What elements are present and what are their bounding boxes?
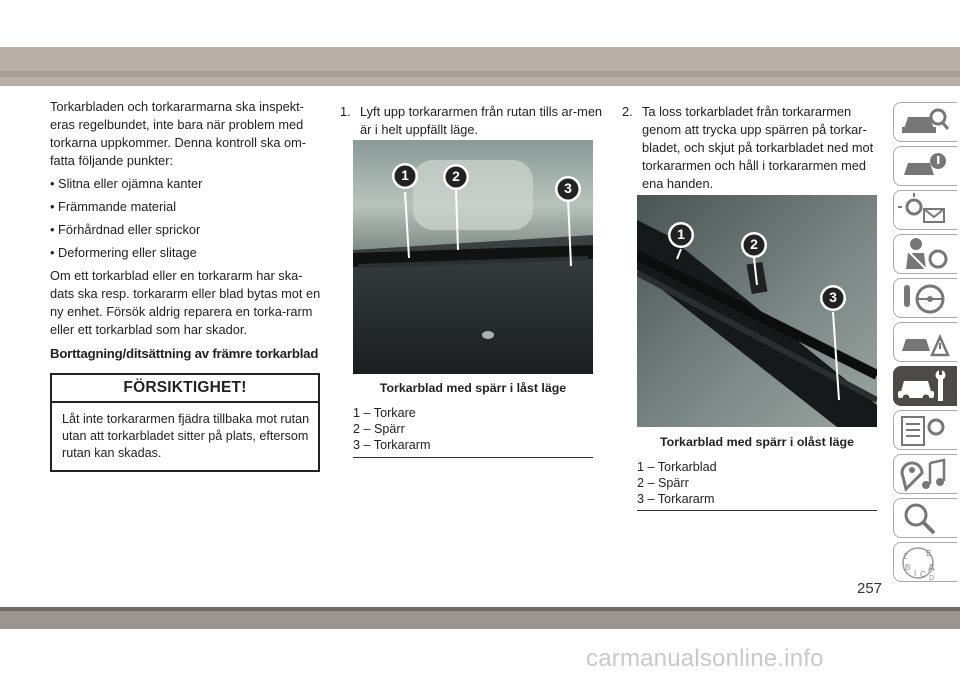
bullet-item: • Slitna eller ojämna kanter <box>50 176 203 191</box>
callout-1: 1 <box>677 226 685 242</box>
tab-servicing-maintenance[interactable] <box>893 366 957 406</box>
svg-text:E: E <box>926 549 932 558</box>
figure-legend-2 <box>637 459 877 507</box>
tab-index[interactable] <box>893 542 957 582</box>
locked-wiper-photo <box>353 140 593 374</box>
car-search-icon <box>894 103 954 141</box>
caution-text: Låt inte torkararmen fjädra tillbaka mot rutan utan att torkarbladet sitter på plats, eftersom rutan kan skadas. <box>62 412 310 460</box>
step-number: 2. <box>622 104 633 119</box>
legend-item: 1 – Torkarblad <box>637 460 717 474</box>
caution-title: FÖRSIKTIGHET! <box>52 375 318 403</box>
car-wrench-icon <box>894 367 954 405</box>
svg-text:Z: Z <box>903 552 908 561</box>
callout-1: 1 <box>401 167 409 183</box>
tab-emergency[interactable] <box>893 322 957 362</box>
tab-technical-specifications[interactable] <box>893 410 957 450</box>
section-heading: Borttagning/ditsättning av främre torkarblad <box>50 346 319 361</box>
tab-customer-assistance[interactable] <box>893 498 957 538</box>
alphabet-index-icon <box>894 543 954 581</box>
step-text: Ta loss torkarbladet från torkararmen genom att trycka upp spärren på torkar-bladet, och skjut på torkarbladet ned mot torkararmen och håll i torkararmen med ena handen. <box>642 104 874 191</box>
car-info-icon <box>894 147 954 185</box>
bullet-item: • Förhårdnad eller sprickor <box>50 222 201 237</box>
callout-2: 2 <box>750 236 758 252</box>
tab-getting-to-know[interactable] <box>893 102 957 142</box>
figure-legend-1 <box>353 405 593 453</box>
watermark: carmanualsonline.info <box>586 645 824 672</box>
svg-text:D: D <box>929 575 935 581</box>
legend-item: 3 – Torkararm <box>637 492 715 506</box>
damage-paragraph: Om ett torkarblad eller en torkararm har ska-dats ska resp. torkararm eller blad bytas mot en ny enhet. Försök aldrig reparera en torka-rarm eller ett torkarblad som har skador. <box>50 268 321 337</box>
step-text: Lyft upp torkararmen från rutan tills ar-men är i helt uppfällt läge. <box>360 104 603 137</box>
svg-text:B: B <box>905 563 911 572</box>
figure-caption-2: Torkarblad med spärr i olåst läge <box>660 435 854 449</box>
step-number: 1. <box>340 104 351 119</box>
callout-3: 3 <box>564 180 572 196</box>
bullet-item: • Deformering eller slitage <box>50 245 197 260</box>
legend-item: 1 – Torkare <box>353 406 416 420</box>
unlocked-wiper-photo <box>637 195 877 427</box>
header-band <box>0 47 960 86</box>
tab-instrument-panel[interactable] <box>893 146 957 186</box>
steering-icon <box>894 279 954 317</box>
footer-band <box>0 607 960 629</box>
caution-box <box>50 373 320 472</box>
magnifier-icon <box>894 499 954 537</box>
svg-text:C: C <box>920 570 926 579</box>
car-crash-icon <box>894 323 954 361</box>
callout-2: 2 <box>452 168 460 184</box>
music-map-icon <box>894 455 954 493</box>
tab-warning-lights[interactable] <box>893 190 957 230</box>
warning-lights-icon <box>894 191 954 229</box>
intro-paragraph: Torkarbladen och torkararmarna ska inspekt-eras regelbundet, inte bara när problem med torkarna uppkommer. Denna kontroll ska om-fatta följande punkter: <box>50 99 307 168</box>
seatbelt-person-icon <box>894 235 954 273</box>
figure-caption-1: Torkarblad med spärr i låst läge <box>379 381 567 395</box>
tab-starting-operating[interactable] <box>893 278 957 318</box>
callout-3: 3 <box>829 289 837 305</box>
bullet-item: • Främmande material <box>50 199 177 214</box>
tab-multimedia[interactable] <box>893 454 957 494</box>
svg-text:I: I <box>914 569 917 578</box>
step-2 <box>622 103 890 193</box>
step-1 <box>340 103 608 139</box>
legend-item: 2 – Spärr <box>353 422 405 436</box>
svg-text:A: A <box>928 563 935 574</box>
list-gear-icon <box>894 411 954 449</box>
tab-safety[interactable] <box>893 234 957 274</box>
legend-rule <box>353 457 593 458</box>
legend-item: 3 – Torkararm <box>353 438 431 452</box>
legend-rule <box>637 510 877 511</box>
legend-item: 2 – Spärr <box>637 476 689 490</box>
column-1 <box>50 98 322 472</box>
page-number: 257 <box>857 580 883 597</box>
